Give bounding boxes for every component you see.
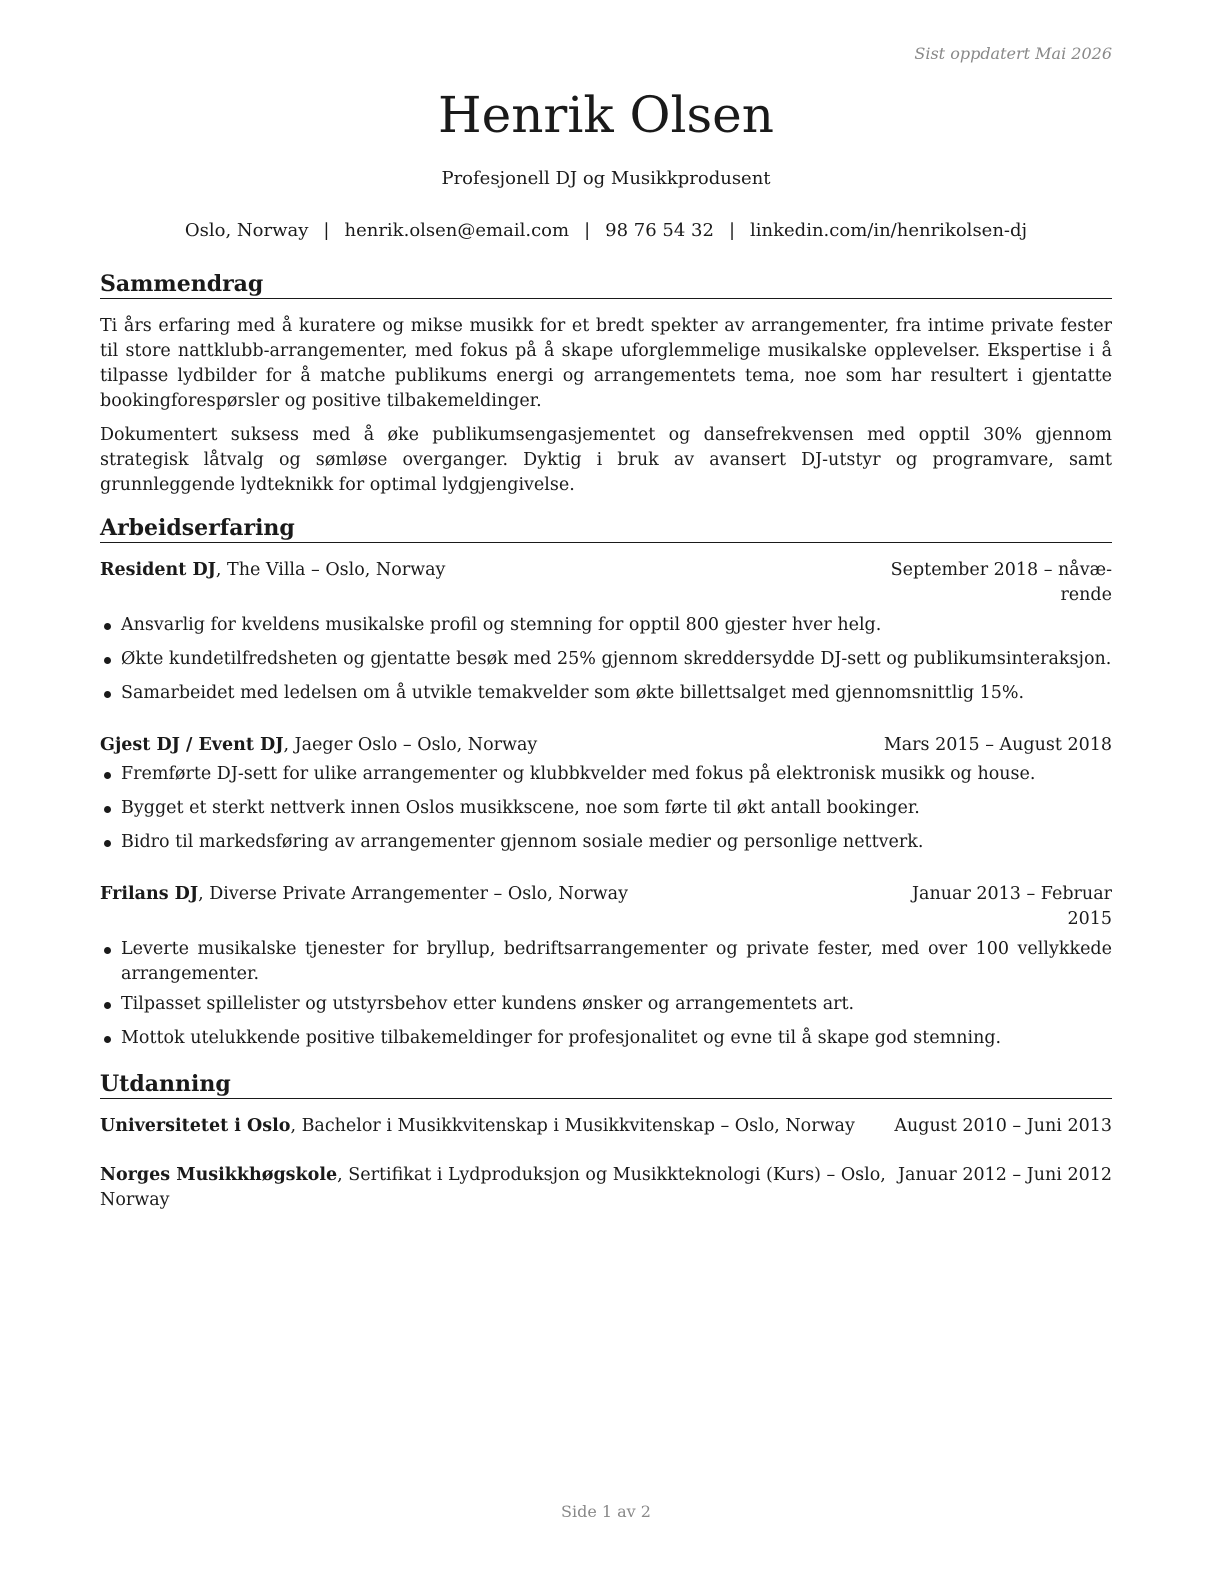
education-school: Universitetet i Oslo — [100, 1116, 291, 1136]
job-role: Resident DJ — [100, 560, 216, 580]
job-date: Januar 2013 – Februar — [912, 884, 1112, 904]
last-updated: Sist oppdatert Mai 2026 — [914, 44, 1112, 63]
job-place: , Diverse Private Arrangementer – Oslo, Norway — [198, 884, 628, 904]
list-item: Mottok utelukkende positive tilbakemeldinger for profesjonalitet og evne til å skape god stemning. — [100, 1026, 1112, 1051]
job-role: Frilans DJ — [100, 884, 199, 904]
education-detail-continued: Norway — [100, 1190, 170, 1210]
education-date: Januar 2012 – Juni 2012 — [897, 1165, 1112, 1185]
education-date: August 2010 – Juni 2013 — [894, 1116, 1112, 1136]
job-place: , Jaeger Oslo – Oslo, Norway — [283, 735, 538, 755]
list-item: Fremførte DJ-sett for ulike arrangementer og klubbkvelder med fokus på elektronisk musikk og house. — [100, 762, 1112, 787]
contact-line — [100, 220, 1112, 241]
education-detail: , Sertifikat i Lydproduksjon og Musikkteknologi (Kurs) – Oslo, — [337, 1165, 886, 1185]
headline: Profesjonell DJ og Musikkprodusent — [441, 168, 771, 189]
job-role: Gjest DJ / Event DJ — [100, 735, 284, 755]
list-item: Tilpasset spillelister og utstyrsbehov etter kundens ønsker og arrangementets art. — [100, 992, 1112, 1017]
resume-page — [100, 0, 1112, 1584]
job-date-continued: 2015 — [1067, 909, 1112, 929]
list-item: Leverte musikalske tjenester for bryllup, bedriftsarrangementer og private fester, med over 100 vellykkede arrangementer. — [100, 937, 1112, 987]
list-item: Bygget et sterkt nettverk innen Oslos musikkscene, noe som førte til økt antall bookinger. — [100, 796, 1112, 821]
job-date-continued: rende — [1060, 585, 1112, 605]
contact-email[interactable]: henrik.olsen@email.com — [344, 220, 570, 241]
person-name: Henrik Olsen — [438, 86, 774, 144]
page-number: Side 1 av 2 — [561, 1502, 651, 1521]
summary-paragraph: Dokumentert suksess med å øke publikumsengasjementet og dansefrekvensen med opptil 30% gjennom strategisk låtvalg og sømløse overganger. Dyktig i bruk av avansert DJ-utstyr og programvare, samt grunnleggende lydteknikk for optimal lydgjengivelse. — [100, 425, 1112, 495]
contact-linkedin[interactable]: linkedin.com/in/henrikolsen-dj — [750, 220, 1028, 241]
contact-separator: | — [323, 220, 330, 241]
education-school: Norges Musikkhøgskole — [100, 1165, 338, 1185]
job-place: , The Villa – Oslo, Norway — [215, 560, 446, 580]
list-item: Bidro til markedsføring av arrangementer gjennom sosiale medier og personlige nettverk. — [100, 830, 1112, 855]
contact-phone: 98 76 54 32 — [605, 220, 714, 241]
list-item: Samarbeidet med ledelsen om å utvikle temakvelder som økte billettsalget med gjennomsnittlig 15%. — [100, 681, 1112, 706]
section-title-summary: Sammendrag — [100, 270, 1112, 299]
job-bullets — [100, 762, 1112, 855]
job-date: Mars 2015 – August 2018 — [883, 735, 1112, 755]
job-date: September 2018 – nåvæ- — [890, 560, 1112, 580]
list-item: Økte kundetilfredsheten og gjentatte besøk med 25% gjennom skreddersydde DJ-sett og publikumsinteraksjon. — [100, 647, 1112, 672]
contact-location: Oslo, Norway — [184, 220, 309, 241]
section-title-experience: Arbeidserfaring — [100, 514, 1112, 543]
contact-separator: | — [728, 220, 736, 241]
section-title-education: Utdanning — [100, 1070, 1112, 1099]
job-bullets — [100, 937, 1112, 1051]
job-bullets — [100, 613, 1112, 706]
list-item: Ansvarlig for kveldens musikalske profil og stemning for opptil 800 gjester hver helg. — [100, 613, 1112, 638]
contact-separator: | — [584, 220, 591, 241]
education-detail: , Bachelor i Musikkvitenskap i Musikkvitenskap – Oslo, Norway — [290, 1116, 855, 1136]
summary-paragraph: Ti års erfaring med å kuratere og mikse musikk for et bredt spekter av arrangementer, fra intime private fester til store nattklubb-arrangementer, med fokus på å skape uforglemmelige musikalske opplevelser. Ekspertise i å tilpasse lydbilder for å matche publikums energi og arrangementets tema, noe som har resultert i gjentatte bookingforespørsler og positive tilbakemeldinger. — [100, 316, 1112, 411]
